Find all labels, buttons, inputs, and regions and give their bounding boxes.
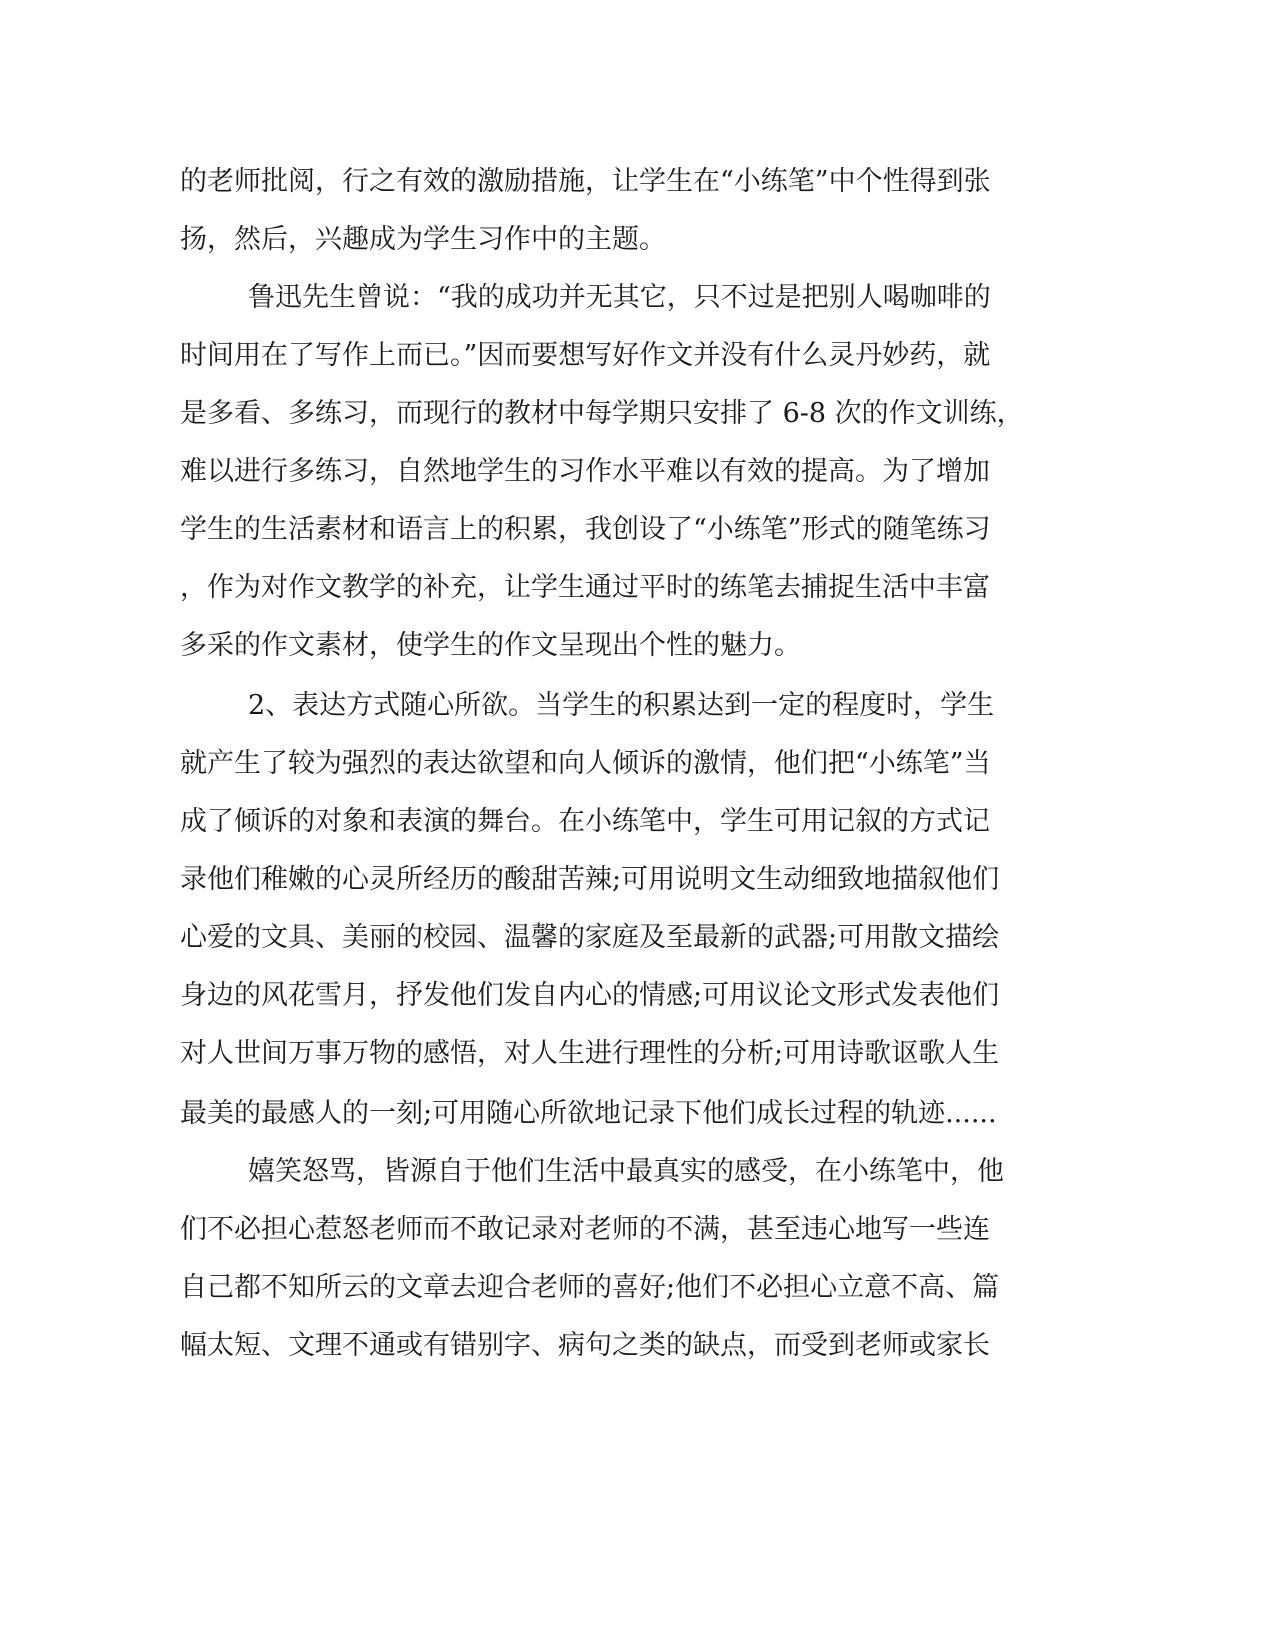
text-line: 学生的生活素材和语言上的积累，我创设了“小练笔”形式的随笔练习 bbox=[180, 514, 991, 545]
text-line: 最美的最感人的一刻;可用随心所欲地记录下他们成长过程的轨迹...... bbox=[180, 1098, 997, 1129]
text-line: 是多看、多练习，而现行的教材中每学期只安排了 6-8 次的作文训练， bbox=[180, 398, 1024, 429]
paragraph-start-line: 鲁迅先生曾说：“我的成功并无其它，只不过是把别人喝咖啡的 bbox=[248, 282, 991, 313]
text-line: 成了倾诉的对象和表演的舞台。在小练笔中，学生可用记叙的方式记 bbox=[180, 806, 990, 837]
text-line: 幅太短、文理不通或有错别字、病句之类的缺点，而受到老师或家长 bbox=[180, 1330, 990, 1361]
text-line: 对人世间万事万物的感悟，对人生进行理性的分析;可用诗歌讴歌人生 bbox=[180, 1038, 1000, 1069]
text-line: 自己都不知所云的文章去迎合老师的喜好;他们不必担心立意不高、篇 bbox=[180, 1272, 1000, 1303]
paragraph-start-line: 2、表达方式随心所欲。当学生的积累达到一定的程度时，学生 bbox=[248, 690, 995, 721]
text-line: 时间用在了写作上而已。”因而要想写好作文并没有什么灵丹妙药，就 bbox=[180, 340, 991, 371]
text-line: 的老师批阅，行之有效的激励措施，让学生在“小练笔”中个性得到张 bbox=[180, 166, 991, 197]
text-line: 多采的作文素材，使学生的作文呈现出个性的魅力。 bbox=[180, 630, 801, 661]
text-line: 难以进行多练习，自然地学生的习作水平难以有效的提高。为了增加 bbox=[180, 456, 990, 487]
text-line: ，作为对作文教学的补充，让学生通过平时的练笔去捕捉生活中丰富 bbox=[180, 572, 990, 603]
text-line: 们不必担心惹怒老师而不敢记录对老师的不满，甚至违心地写一些连 bbox=[180, 1214, 990, 1245]
text-line: 录他们稚嫩的心灵所经历的酸甜苦辣;可用说明文生动细致地描叙他们 bbox=[180, 864, 1000, 895]
paragraph-start-line: 嬉笑怒骂，皆源自于他们生活中最真实的感受，在小练笔中，他 bbox=[248, 1156, 1004, 1187]
text-line: 身边的风花雪月，抒发他们发自内心的情感;可用议论文形式发表他们 bbox=[180, 980, 1000, 1011]
text-line: 扬，然后，兴趣成为学生习作中的主题。 bbox=[180, 224, 666, 255]
text-line: 就产生了较为强烈的表达欲望和向人倾诉的激情，他们把“小练笔”当 bbox=[180, 748, 991, 779]
text-line: 心爱的文具、美丽的校园、温馨的家庭及至最新的武器;可用散文描绘 bbox=[180, 922, 1000, 953]
